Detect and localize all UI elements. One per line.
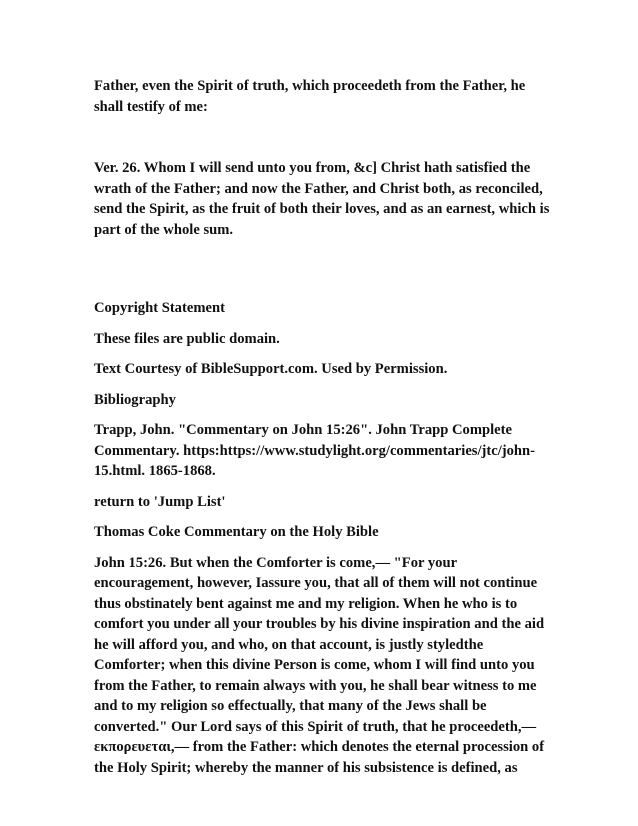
document-page [94,76,554,778]
coke-commentary-paragraph: John 15:26. But when the Comforter is come,— "For your encouragement, however, Iassure you, that all of them will not continue thus obstinately bent against me and my religion. When he who is to comfort you under all your troubles by his divine inspiration and the aid he will afford you, and who, on that account, is justly styledthe Comforter; when this divine Person is come, whom I will find unto you from the Father, to remain always with you, he shall bear witness to me and to my religion so effectually, that many of the Jews shall be converted." Our Lord says of this Spirit of truth, that he proceedeth,— εκπορευεται,— from the Father: which denotes the eternal procession of the Holy Spirit; whereby the manner of his subsistence is defined, as [94,554,545,776]
bibliography-text: Trapp, John. "Commentary on John 15:26". John Trapp Complete Commentary. https:https://www.studylight.org/commentaries/jtc/john-15.html. 1865-1868. [94,422,536,479]
copyright-text: These files are public domain. [94,330,280,347]
courtesy-text: Text Courtesy of BibleSupport.com. Used by Permission. [94,361,448,377]
verse-note-paragraph: Ver. 26. Whom I will send unto you from, &c] Christ hath satisfied the wrath of the Father; and now the Father, and Christ both, as reconciled, send the Spirit, as the fruit of both their loves, and as an earnest, which is part of the whole sum. [94,160,550,238]
section-title: Thomas Coke Commentary on the Holy Bible [94,524,379,540]
bibliography-heading: Bibliography [94,391,176,408]
intro-paragraph: Father, even the Spirit of truth, which proceedeth from the Father, he shall testify of me: [94,78,526,115]
return-to-jump-list-link[interactable]: return to 'Jump List' [94,493,226,510]
copyright-heading: Copyright Statement [94,300,225,316]
